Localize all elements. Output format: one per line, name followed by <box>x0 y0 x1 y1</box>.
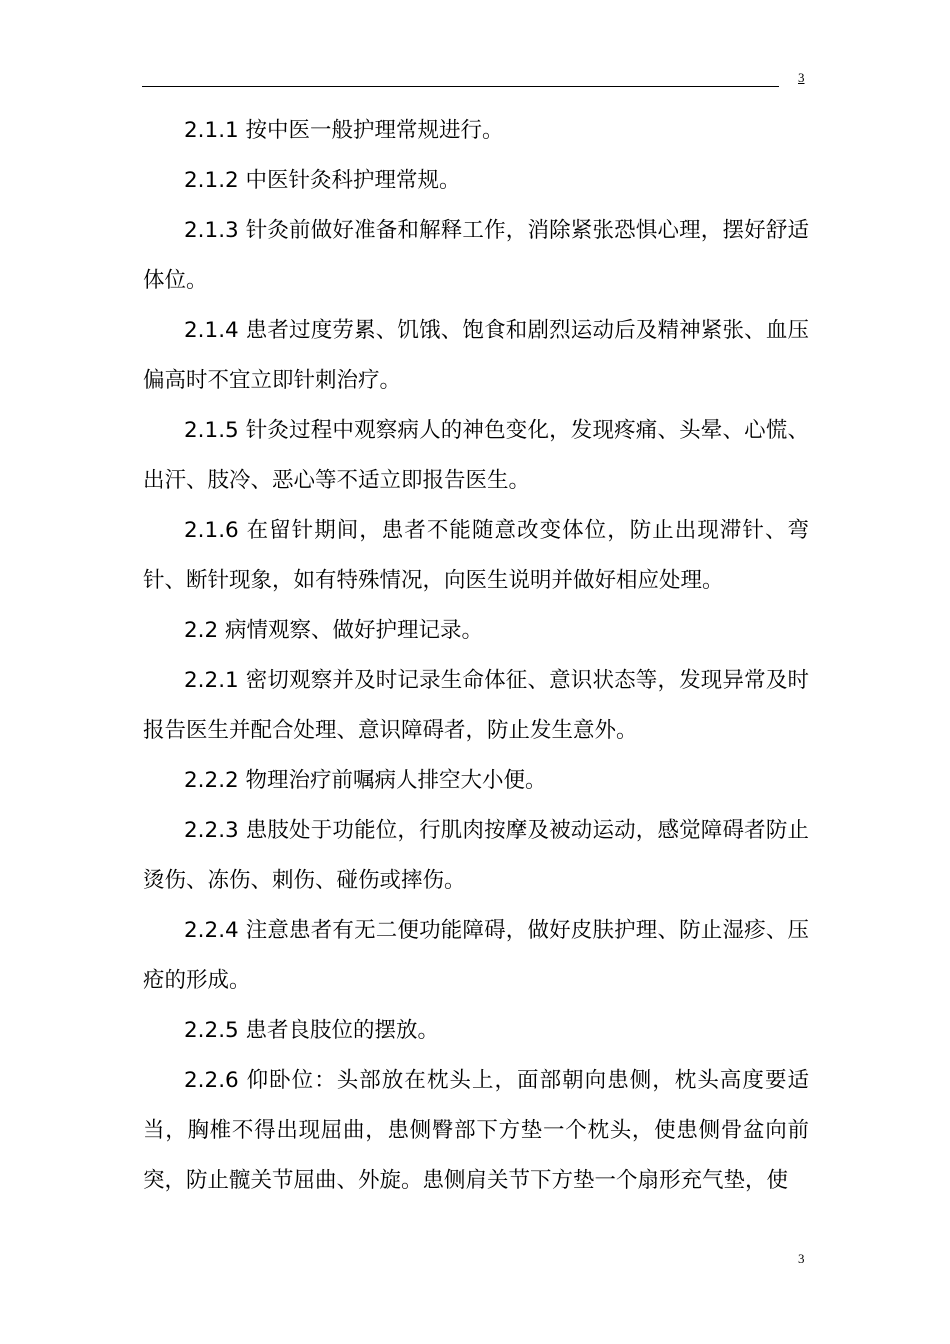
paragraph-2-1-3: 2.1.3 针灸前做好准备和解释工作，消除紧张恐惧心理，摆好舒适体位。 <box>143 218 809 293</box>
paragraph-2-1-4: 2.1.4 患者过度劳累、饥饿、饱食和剧烈运动后及精神紧张、血压偏高时不宜立即针刺治疗。 <box>143 318 809 393</box>
paragraph-2-1-5: 2.1.5 针灸过程中观察病人的神色变化，发现疼痛、头晕、心慌、出汗、肢冷、恶心等不适立即报告医生。 <box>143 418 809 493</box>
paragraph-2-2-6: 2.2.6 仰卧位：头部放在枕头上，面部朝向患侧，枕头高度要适当，胸椎不得出现屈曲，患侧臀部下方垫一个枕头，使患侧骨盆向前突，防止髋关节屈曲、外旋。患侧肩关节下方垫一个扇形充气垫，使 <box>143 1068 809 1193</box>
paragraph-2-2-2: 2.2.2 物理治疗前嘱病人排空大小便。 <box>184 768 547 793</box>
header-page-number: 3 <box>798 70 805 85</box>
header-rule <box>142 86 779 87</box>
paragraph-2-1-2: 2.1.2 中医针灸科护理常规。 <box>184 168 461 193</box>
paragraph-2-2-3: 2.2.3 患肢处于功能位，行肌肉按摩及被动运动，感觉障碍者防止烫伤、冻伤、刺伤、碰伤或摔伤。 <box>143 818 809 893</box>
paragraph-2-2: 2.2 病情观察、做好护理记录。 <box>184 618 484 643</box>
paragraph-2-2-5: 2.2.5 患者良肢位的摆放。 <box>184 1018 440 1043</box>
paragraph-2-2-4: 2.2.4 注意患者有无二便功能障碍，做好皮肤护理、防止湿疹、压疮的形成。 <box>143 918 809 993</box>
footer-page-number: 3 <box>798 1251 805 1266</box>
paragraph-2-1-6: 2.1.6 在留针期间，患者不能随意改变体位，防止出现滞针、弯针、断针现象，如有特殊情况，向医生说明并做好相应处理。 <box>143 518 809 593</box>
paragraph-2-2-1: 2.2.1 密切观察并及时记录生命体征、意识状态等，发现异常及时报告医生并配合处理、意识障碍者，防止发生意外。 <box>143 668 809 743</box>
document-body <box>143 106 809 1206</box>
paragraph-2-1-1: 2.1.1 按中医一般护理常规进行。 <box>184 118 504 143</box>
